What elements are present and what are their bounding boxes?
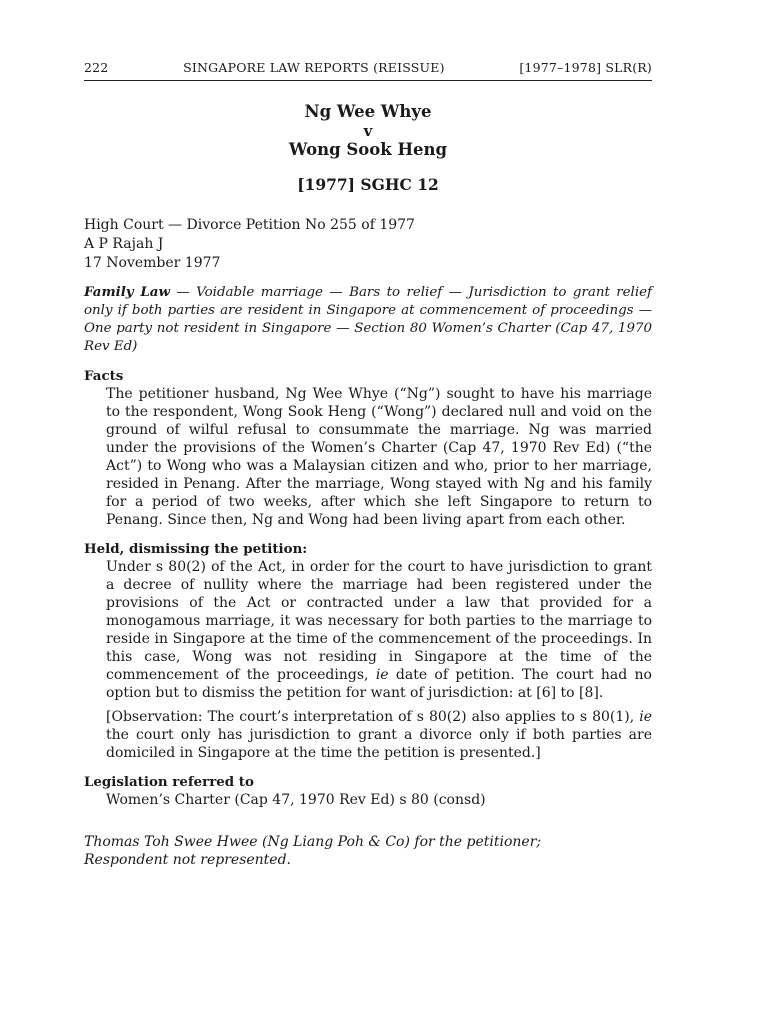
held-p2-ie: ie xyxy=(639,709,652,725)
versus: v xyxy=(363,122,373,140)
counsel-respondent: Respondent not represented. xyxy=(84,852,292,868)
held-p1-text-b: date of petition. The court had no option but to dismiss the petition for want of jurisdiction: at [6] to [8]. xyxy=(106,667,652,701)
judge-line: A P Rajah J xyxy=(84,236,164,252)
report-series: SINGAPORE LAW REPORTS (REISSUE) xyxy=(183,60,445,75)
catchwords-subject: Family Law xyxy=(84,284,170,300)
facts-paragraph: The petitioner husband, Ng Wee Whye (“Ng”) sought to have his marriage to the respondent, Wong Sook Heng (“Wong”) declared null and void on the ground of wilful refusal to consummate the marriage. Ng was married under the provisions of the Women’s Charter (Cap 47, 1970 Rev Ed) (“the Act”) to Wong who was a Malaysian citizen and who, prior to her marriage, resided in Penang. After the marriage, Wong stayed with Ng and his family for a period of two weeks, after which she left Singapore to return to Penang. Since then, Ng and Wong had been living apart from each other. xyxy=(106,386,652,528)
report-volume: [1977–1978] SLR(R) xyxy=(519,60,652,75)
respondent-name: Wong Sook Heng xyxy=(288,140,448,159)
case-meta xyxy=(84,216,652,273)
neutral-citation: [1977] SGHC 12 xyxy=(297,175,439,194)
held-p2-text-b: the court only has jurisdiction to grant a divorce only if both parties are domiciled in Singapore at the time the petition is presented.] xyxy=(106,727,652,761)
held-p1-text-a: Under s 80(2) of the Act, in order for the court to have jurisdiction to grant a decree of nullity where the marriage had been registered under the provisions of the Act or contracted under a law that provided for a monogamous marriage, it was necessary for both parties to the marriage to reside in Singapore at the time of the commencement of the proceedings. In this case, Wong was not residing in Singapore at the time of the commencement of the proceedings, xyxy=(106,559,652,683)
court-line: High Court — Divorce Petition No 255 of 1977 xyxy=(84,217,415,233)
petitioner-name: Ng Wee Whye xyxy=(304,102,432,121)
counsel-petitioner: Thomas Toh Swee Hwee (Ng Liang Poh & Co) for the petitioner; xyxy=(84,834,542,850)
facts-heading: Facts xyxy=(84,368,124,384)
held-p2-text-a: [Observation: The court’s interpretation of s 80(2) also applies to s 80(1), xyxy=(106,709,640,725)
counsel-block xyxy=(84,833,652,869)
running-header xyxy=(84,60,652,81)
legislation-item: Women’s Charter (Cap 47, 1970 Rev Ed) s 80 (consd) xyxy=(106,792,486,808)
decision-date: 17 November 1977 xyxy=(84,255,221,271)
law-report-page xyxy=(84,60,652,869)
catchwords xyxy=(84,283,652,356)
catchwords-text: — Voidable marriage — Bars to relief — Jurisdiction to grant relief only if both parties are resident in Singapore at commencement of proceedings — One party not resident in Singapore — Section 80 Women’s Charter (Cap 47, 1970 Rev Ed) xyxy=(84,285,652,354)
held-heading: Held, dismissing the petition: xyxy=(84,541,308,557)
legislation-heading: Legislation referred to xyxy=(84,774,254,790)
held-p1-ie: ie xyxy=(375,667,389,683)
case-title xyxy=(84,101,652,194)
held-paragraph-2 xyxy=(106,708,652,762)
page-number: 222 xyxy=(84,60,109,75)
held-paragraph-1 xyxy=(106,558,652,702)
